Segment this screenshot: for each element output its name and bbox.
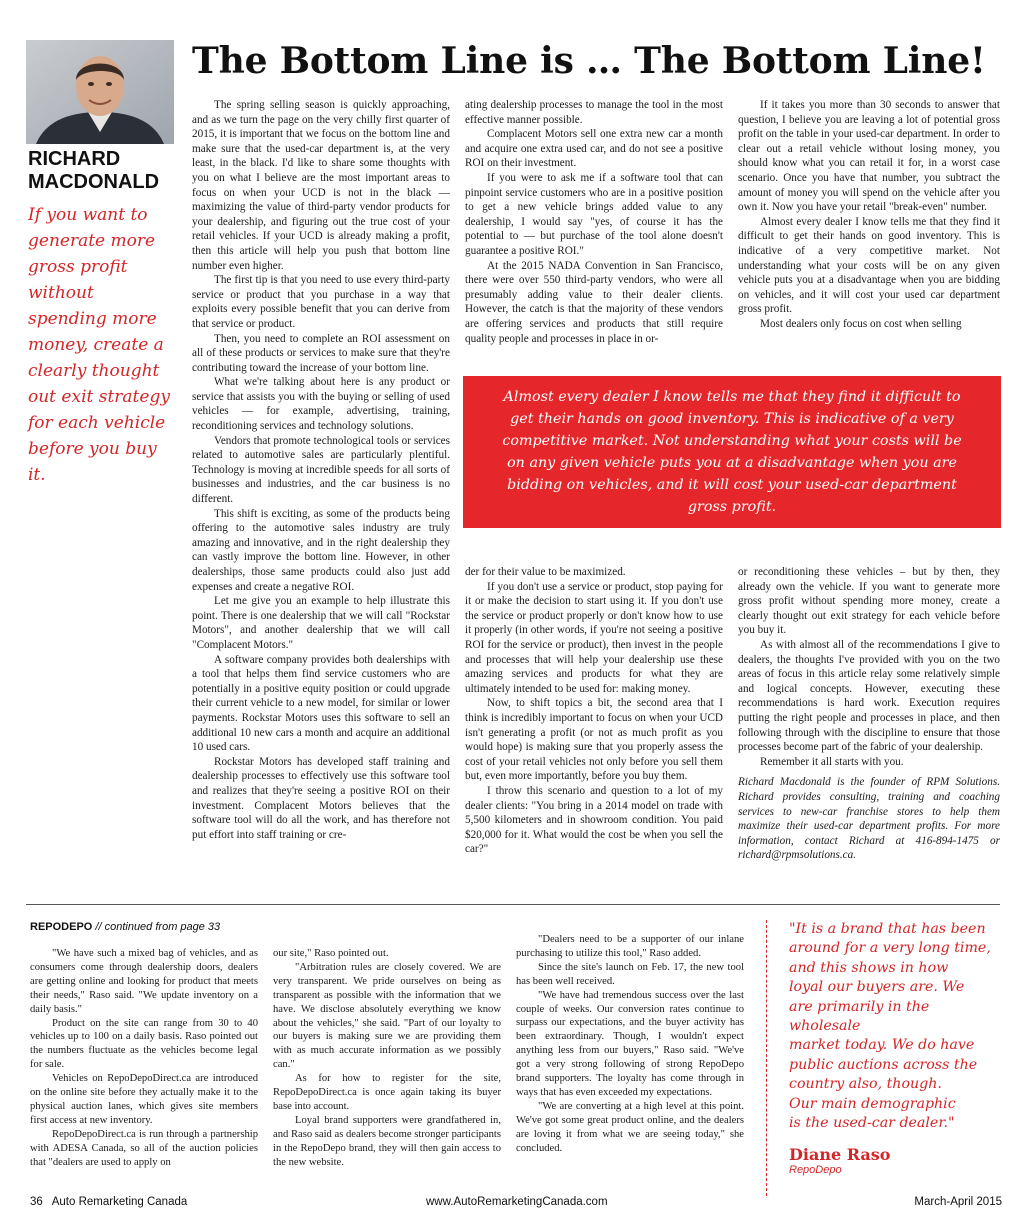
side-quote-text [789,920,1002,1133]
side-pull-quote [766,920,1002,1196]
article-column-2-top [465,98,723,346]
paragraph: Most dealers only focus on cost when selling [760,317,962,330]
pull-quote-text: Almost every dealer I know tells me that they find it difficult to get their hands on good inventory. This is indicative of a very competitive market. Not understanding what your costs will be on any given vehicle puts you at a disadvantage when you are bidding on vehicles, and it will cost your used-car department gross profit. [502,389,962,515]
paragraph: I throw this scenario and question to a lot of my dealer clients: "You bring in a 2014 model on trade with 5,500 kilometers and in showroom condition. You paid $20,000 for it. What would the cost be when you sell the car?" [465,784,723,856]
quote-author: Diane Raso [789,1145,891,1165]
page-number-publication: 36 Auto Remarketing Canada [30,1196,188,1208]
paragraph: Loyal brand supporters were grandfathered in, and Raso said as dealers become stronger participants in the RepoDepo brand, they will then gain access to the new website. [273,1114,501,1168]
author-bio: Richard Macdonald is the founder of RPM Solutions. Richard provides consulting, training and coaching services to new-car franchise stores to help them maximize their used-car department profits. For more information, contact Richard at 416-894-1475 or richard@rpmsolutions.ca. [738,776,1000,862]
paragraph: As for how to register for the site, RepoDepoDirect.ca is once again taking its buyer base into account. [273,1073,501,1112]
quote-line: "It is a brand that has been [789,921,986,937]
paragraph: Almost every dealer I know tells me that they find it difficult to get their hands on good inventory. This is indicative of a very competitive market. Not understanding what your costs will be on any given vehicle puts you at a disadvantage when you are bidding on vehicles, and it will cost your used car department gross profit. [738,215,1000,316]
quote-line: around for a very long time, [789,940,991,957]
section-kicker: REPODEPO [30,921,93,933]
quote-line: Our main demographic [789,1095,956,1112]
paragraph: "We have such a mixed bag of vehicles, and as consumers come through dealership doors, dealers are getting online and looking for product that meets their needs," Raso said. "We update inventory on a daily basis." [30,948,258,1015]
paragraph: Rockstar Motors has developed staff training and dealership processes to effectively use this software tool and realizes that they're seeing a positive ROI on their investment. Complacent Motors believes that the software tool will do all the work, and has therefore not put effort into staff training or cre- [192,755,450,841]
paragraph: If you don't use a service or product, stop paying for it or make the decision to start using it. If you don't use the service or product properly or don't know how to use it properly (in other words, if you're not seeing a positive ROI for the service or product), then invest in the people and processes that will help your dealership use these amazing services and products for what they are ultimately intended to be used for: making money. [465,580,723,695]
article-column-3-bottom [738,565,1000,863]
continued-from-link[interactable]: // continued from page 33 [95,921,221,933]
paragraph: "Dealers need to be a supporter of our inlane purchasing to utilize this tool," Raso added. [516,934,744,959]
paragraph: The first tip is that you need to use every third-party service or product that you purchase in a way that exploits every possible benefit that you can derive from that service or product. [192,274,450,330]
paragraph: At the 2015 NADA Convention in San Francisco, there were over 550 third-party vendors, who were all presumably adding value to their dealer clients. However, the catch is that the majority of these vendors are offering services and products that still require quality people and processes in place in or- [465,259,723,345]
article-headline: The Bottom Line is … The Bottom Line! [192,40,986,82]
paragraph: This shift is exciting, as some of the products being offering to the automotive sales industry are truly amazing and innovative, and in the right dealership they can vastly improve the bottom line. However, in other dealerships, those same products could also just add expenses and create a negative ROI. [192,507,450,593]
author-name: RICHARD MACDONALD [28,148,160,193]
article-column-2-bottom [465,565,723,857]
paragraph: our site," Raso pointed out. [273,948,389,959]
repodepo-column-1 [30,947,258,1170]
paragraph: Now, to shift topics a bit, the second area that I think is incredibly important to focus on when your UCD isn't generating a profit (or not as much profit as you would hope) is making sure that you properly assess the cost of your retail vehicles not only before you sell them but, even more importantly, before you buy them. [465,697,723,783]
quote-line: and this shows in how [789,959,949,976]
paragraph: As with almost all of the recommendations I give to dealers, the thoughts I've provided with you on the two areas of focus in this article relay some relatively simple and logical concepts. However, executing these recommendations is hard work. Execution requires putting the right people and processes in place, and then following through with the discipline to ensure that those processes become part of the fabric of your dealership. [738,638,1000,754]
paragraph: der for their value to be maximized. [465,566,626,578]
quote-line: is the used-car dealer." [789,1115,955,1132]
pull-quote-box [463,376,1001,528]
page-footer [30,1196,1002,1214]
quote-organization: RepoDepo [789,1164,842,1177]
quote-line: public auctions across the [789,1056,978,1073]
author-portrait-icon [26,40,174,144]
repodepo-column-3 [516,933,744,1156]
paragraph: "Arbitration rules are closely covered. We are very transparent. We pride ourselves on being as transparent as possible with the information that we have. We disclose absolutely everything we know about the vehicles," she said. "Part of our loyalty to our buyers is making sure we are providing them with as much accurate information as we possibly can." [273,961,501,1071]
author-pull-quote: If you want to generate more gross profit without spending more money, create a clearly thought out exit strategy for each vehicle before you buy it. [28,205,170,485]
paragraph: RepoDepoDirect.ca is run through a partnership with ADESA Canada, so all of the auction policies that "dealers are used to apply on [30,1128,258,1168]
paragraph: "We are converting at a high level at this point. We've got some great product online, and the dealers are loving it from what we are seeing today," she concluded. [516,1100,744,1154]
paragraph: If you were to ask me if a software tool that can pinpoint service customers who are in a positive position to get a new vehicle brings added value to any dealership, I would say "yes, of course it has the potential to — but purchase of the tool alone doesn't guarantee a positive ROI." [465,171,723,257]
quote-line: market today. We do have [789,1037,975,1054]
quote-line: are primarily in the wholesale [789,998,930,1035]
paragraph: "We have had tremendous success over the last couple of weeks. Our conversion rates continue to surpass our expectations, and the buyer activity has been extraordinary. Though, I wouldn't expect anything less from our buyers," Raso said. "We've got a very strong following of strong RepoDepo brand supporters. The loyalty has come through in ways that has even exceeded my expectations. [516,989,744,1098]
paragraph: Since the site's launch on Feb. 17, the new tool has been well received. [516,961,744,987]
issue-date: March-April 2015 [914,1196,1002,1208]
continued-header [30,921,220,933]
article-column-3-top [738,98,1000,332]
quote-line: loyal our buyers are. We [789,979,965,996]
author-photo [26,40,174,144]
paragraph: A software company provides both dealerships with a tool that helps them find service customers who are potentially in a positive equity position or could upgrade their current vehicle to a new model, for similar or lower payments. Rockstar Motors uses this software to sell an additional 10 new cars a month and acquire an additional 10 used cars. [192,653,450,754]
article-column-1 [192,98,450,842]
paragraph: Let me give you an example to help illustrate this point. There is one dealership that we will call "Rockstar Motors", and another dealership that we will call "Complacent Motors." [192,595,450,651]
paragraph: Product on the site can range from 30 to 40 vehicles up to 100 on a daily basis. Raso pointed out the numbers fluctuate as the vehicles become legal for sale. [30,1017,258,1071]
website-link[interactable]: www.AutoRemarketingCanada.com [426,1196,608,1208]
paragraph: ating dealership processes to manage the tool in the most effective manner possible. [465,99,723,126]
repodepo-column-2 [273,947,501,1170]
paragraph: If it takes you more than 30 seconds to answer that question, I believe you are leaving a lot of potential gross profit on the table in your used-car department. In order to clear out a retail vehicle without losing money, you should know what you can retail it for, in a worst case scenario. Once you have that number, you subtract the amount of money you will spend on the vehicle after you own it. Now you have your retail "break-even" number. [738,99,1000,214]
paragraph: Then, you need to complete an ROI assessment on all of these products or services to make sure that they're contributing toward the increase of your bottom line. [192,332,450,374]
paragraph: Complacent Motors sell one extra new car a month and acquire one extra used car, and do not see a positive ROI on their investment. [465,128,723,170]
paragraph: or reconditioning these vehicles – but by then, they already own the vehicle. If you want to generate more gross profit without spending more money, create a clearly thought out exit strategy for each vehicle before you buy it. [738,566,1000,637]
paragraph: What we're talking about here is any product or service that assists you with the buying or selling of used vehicles — for example, advertising, training, reconditioning services and technology solutions. [192,376,450,433]
paragraph: Remember it all starts with you. [760,755,904,768]
paragraph: Vehicles on RepoDepoDirect.ca are introduced on the online site before they actually make it to the physical auction lanes, which gives site members first access at new inventory. [30,1073,258,1126]
section-divider [26,904,1000,905]
quote-line: country also, though. [789,1076,942,1093]
paragraph: The spring selling season is quickly approaching, and as we turn the page on the very chilly first quarter of 2015, it is important that we focus on the bottom line and make sure that the used-car department is, at the very least, in the black. I'd like to share some thoughts with you on what I believe are the most important areas to focus on when your UCD is not in the black — maximizing the value of third-party vendor products for your dealership, and figuring out the true cost of your retail vehicles. If your UCD is already making a profit, then this article will help you push that bottom line number even higher. [192,99,450,272]
paragraph: Vendors that promote technological tools or services related to automotive sales are particularly plentiful. Technology is moving at incredible speeds for all sorts of businesses and industries, and the car business is no different. [192,434,450,506]
